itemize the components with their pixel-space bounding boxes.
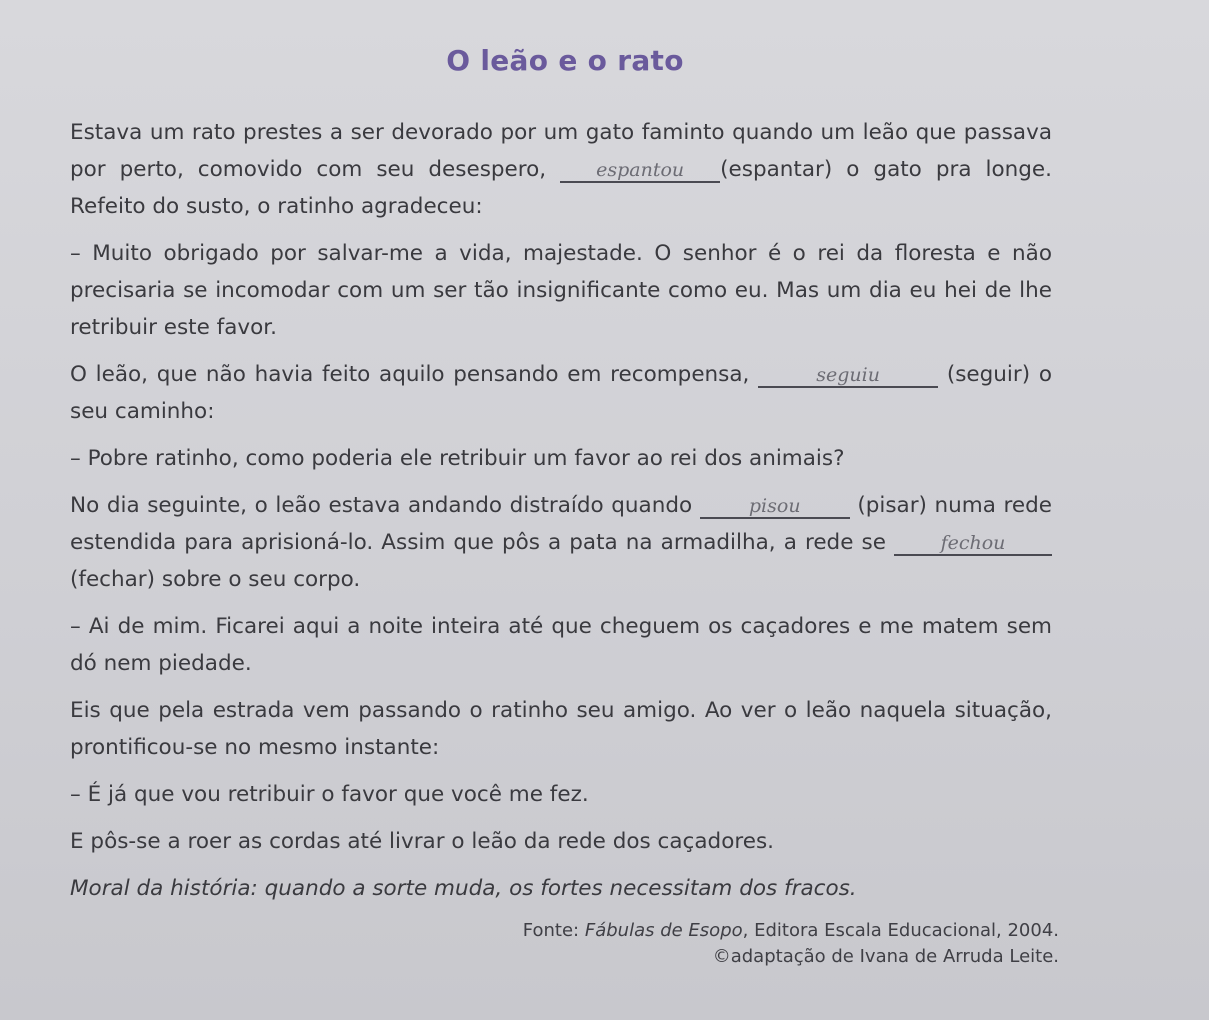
book-title: Fábulas de Esopo [584, 920, 743, 941]
answer-blank-seguir: seguiu [758, 364, 938, 388]
adaptation-credit: ©adaptação de Ivana de Arruda Leite. [712, 946, 1059, 967]
paragraph-4: – Pobre ratinho, como poderia ele retribuir um favor ao rei dos animais? [70, 446, 845, 471]
moral-line: Moral da história: quando a sorte muda, os fortes necessitam dos fracos. [70, 876, 857, 901]
answer-blank-fechar: fechou [894, 532, 1052, 556]
verb-hint: (fechar) [70, 567, 156, 592]
paragraph-2: – Muito obrigado por salvar-me a vida, majestade. O senhor é o rei da floresta e não precisaria se incomodar com um ser tão insignificante como eu. Mas um dia eu hei de lhe retribuir este favor. [70, 241, 1052, 340]
verb-hint: (pisar) [857, 493, 927, 518]
paragraph-8: – É já que vou retribuir o favor que você me fez. [70, 782, 589, 807]
source-line: Fonte: Fábulas de Esopo, Editora Escala Educacional, 2004. [522, 920, 1059, 941]
verb-hint: (espantar) [720, 157, 833, 182]
answer-blank-espantar: espantou [560, 159, 720, 183]
paragraph-3: O leão, que não havia feito aquilo pensando em recompensa, seguiu (seguir) o seu caminho: [70, 362, 1052, 424]
paragraph-5: No dia seguinte, o leão estava andando distraído quando pisou (pisar) numa rede estendida para aprisioná-lo. Assim que pôs a pata na armadilha, a rede se fechou (fechar) sobre o seu corpo. [70, 493, 1052, 592]
paragraph-6: – Ai de mim. Ficarei aqui a noite inteira até que cheguem os caçadores e me matem sem dó nem piedade. [70, 614, 1052, 676]
answer-blank-pisar: pisou [700, 495, 850, 519]
verb-hint: (seguir) [946, 362, 1031, 387]
source-citation [523, 918, 1059, 970]
paragraph-7: Eis que pela estrada vem passando o ratinho seu amigo. Ao ver o leão naquela situação, prontificou-se no mesmo instante: [70, 698, 1052, 760]
paragraph-9: E pôs-se a roer as cordas até livrar o leão da rede dos caçadores. [70, 829, 774, 854]
paragraph-1: Estava um rato prestes a ser devorado por um gato faminto quando um leão que passava por perto, comovido com seu desespero, espantou (espantar) o gato pra longe. Refeito do susto, o ratinho agradeceu: [70, 120, 1052, 219]
story-text [70, 114, 1052, 917]
story-title: O leão e o rato [446, 44, 684, 77]
